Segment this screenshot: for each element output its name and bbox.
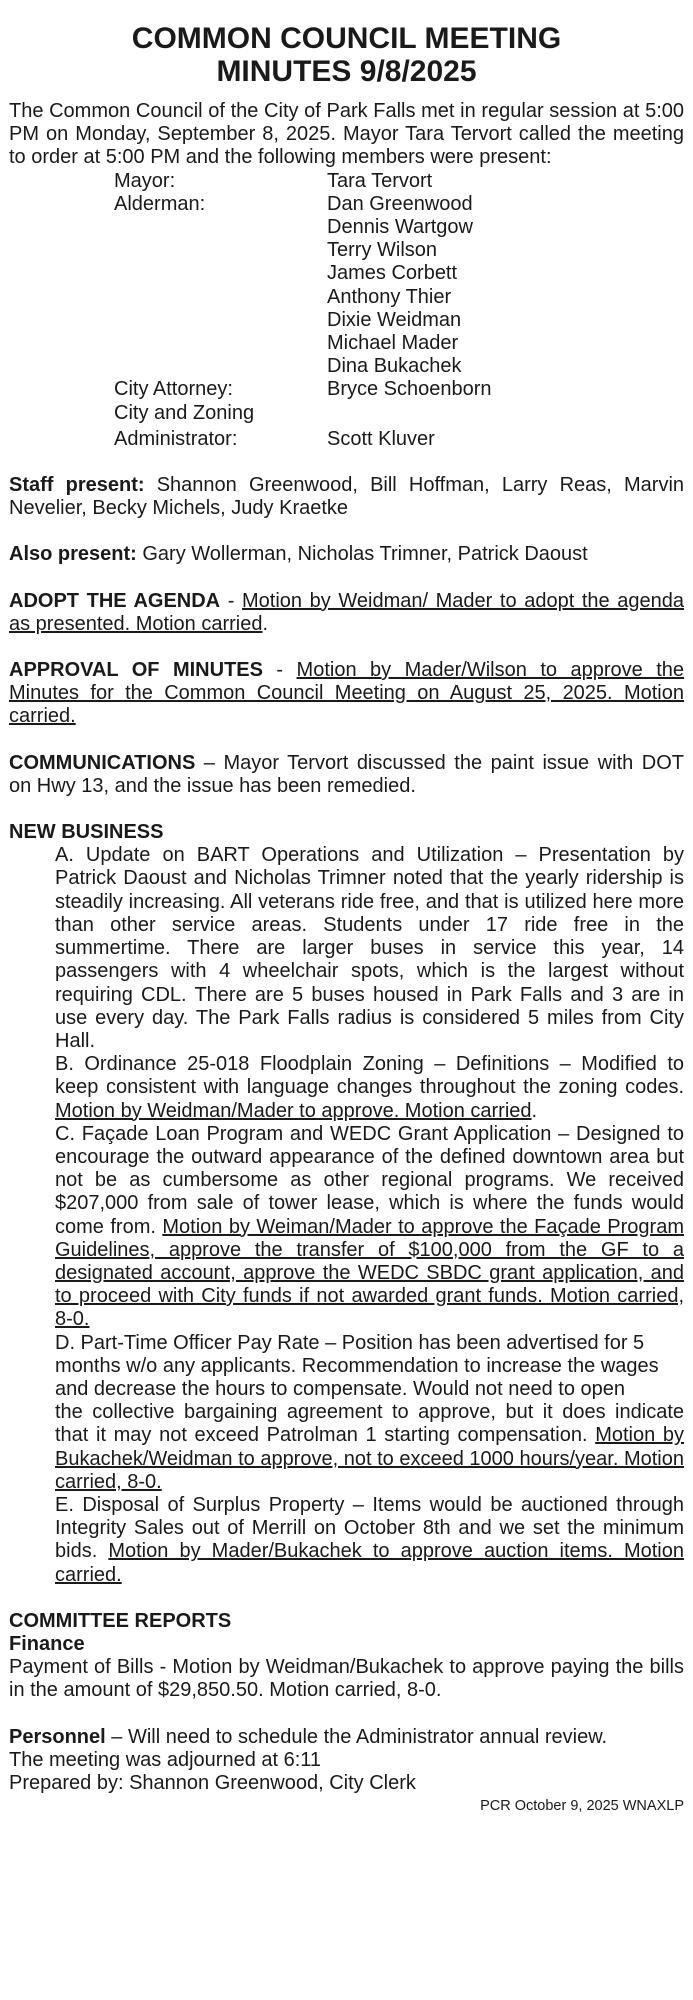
adopt-agenda-motion: Motion by Weidman/ Mader to adopt the agenda as presented. Motion carried: [9, 589, 684, 635]
new-business-item-a: A. Update on BART Operations and Utilization – Presentation by Patrick Daoust and Nicholas Trimner noted that the yearly ridership is steadily increasing. All veterans ride free, and that is utilized here more than other service areas. Students under 17 ride free in the summertime. There are larger buses in service this year, 14 passengers with 4 wheelchair spots, which is the largest without requiring CDL. There are 5 buses housed in Park Falls and 3 are in use every day. The Park Falls radius is considered 5 miles from City Hall.: [55, 844, 684, 1052]
roster-row: [9, 216, 684, 239]
adopt-agenda-section: [9, 590, 684, 636]
spacer: [9, 1703, 684, 1726]
item-motion: Motion by Weidman/Mader to approve. Motion carried: [55, 1099, 532, 1122]
spacer: [9, 729, 684, 752]
roster-name: Dina Bukachek: [327, 355, 462, 378]
also-present-label: Also present:: [9, 543, 137, 566]
staff-present: [9, 474, 684, 520]
roster-role: Administrator:: [114, 427, 238, 450]
roster-row: [9, 355, 684, 378]
period: .: [262, 612, 269, 635]
period: .: [531, 1099, 538, 1122]
roster-role: Alderman:: [114, 192, 206, 215]
spacer: [9, 567, 684, 590]
roster-name: Terry Wilson: [327, 239, 438, 262]
page-title: [9, 22, 684, 88]
roster-name: Michael Mader: [327, 332, 459, 355]
spacer: [9, 451, 684, 474]
roster-role: [9, 355, 327, 378]
committee-reports-heading: COMMITTEE REPORTS: [9, 1609, 232, 1632]
spacer: [9, 636, 684, 659]
roster-name: [327, 402, 684, 425]
committee-reports-section: [9, 1610, 684, 1749]
roster-name: Dan Greenwood: [327, 192, 473, 215]
item-motion: Motion by Bukachek/Weidman to approve, not to exceed 1000 hours/year. Motion carried, 8-0.: [55, 1424, 685, 1493]
personnel-report: [9, 1726, 684, 1749]
roster-role: [9, 262, 327, 285]
new-business-section: [9, 821, 684, 1587]
roster-role: City and Zoning: [114, 401, 255, 424]
spacer: [9, 520, 684, 543]
approval-minutes-motion: Motion by Mader/Wilson to approve the Minutes for the Common Council Meeting on August 25, 2025. Motion carried.: [9, 659, 684, 728]
new-business-item-e: [55, 1494, 684, 1587]
communications-section: [9, 752, 684, 798]
roster-row: [9, 428, 684, 451]
attendance-roster: [9, 170, 684, 451]
roster-role: [9, 286, 327, 309]
also-present: [9, 543, 684, 566]
spacer: [9, 798, 684, 821]
roster-row: [9, 170, 684, 193]
roster-row: [9, 402, 684, 425]
new-business-heading: NEW BUSINESS: [9, 821, 164, 844]
roster-name: Tara Tervort: [327, 169, 433, 192]
new-business-item-d-part1: D. Part-Time Officer Pay Rate – Position has been advertised for 5 months w/o any applicants. Recommendation to increase the wages and decrease the hours to compensate. Would not need to open: [55, 1331, 659, 1400]
roster-role: [9, 309, 327, 332]
roster-role: [9, 332, 327, 355]
separator: -: [262, 659, 297, 682]
approval-minutes-section: [9, 659, 684, 729]
adjournment: The meeting was adjourned at 6:11: [9, 1748, 322, 1771]
intro-paragraph: The Common Council of the City of Park Falls met in regular session at 5:00 PM on Monday, September 8, 2025. Mayor Tara Tervort called the meeting to order at 5:00 PM and the following members were present:: [9, 100, 684, 169]
roster-row: [9, 262, 684, 285]
new-business-item-d-part2: [55, 1401, 684, 1494]
publication-footer: PCR October 9, 2025 WNAXLP: [480, 1798, 684, 1815]
roster-role: [9, 239, 327, 262]
title-line-2: MINUTES 9/8/2025: [216, 55, 477, 88]
new-business-item-b: [55, 1053, 684, 1123]
item-motion: Motion by Weiman/Mader to approve the Façade Program Guidelines, approve the transfer of $100,000 from the GF to a designated account, approve the WEDC SBDC grant application, and to proceed with City funds if not awarded grant funds. Motion carried, 8-0.: [55, 1215, 684, 1331]
adopt-agenda-label: ADOPT THE AGENDA: [9, 589, 221, 612]
roster-name: Anthony Thier: [327, 285, 452, 308]
roster-row: [9, 193, 684, 216]
item-text: the collective bargaining agreement to approve, but it does indicate that it may not exceed Patrolman 1 starting compensation.: [55, 1401, 684, 1447]
separator: -: [220, 589, 243, 612]
roster-name: Scott Kluver: [327, 427, 435, 450]
roster-role: Mayor:: [114, 169, 176, 192]
new-business-item-c: [55, 1123, 684, 1332]
roster-row: [9, 309, 684, 332]
title-line-1: COMMON COUNCIL MEETING: [131, 22, 562, 55]
communications-label: COMMUNICATIONS: [9, 751, 196, 774]
roster-row: [9, 378, 684, 401]
finance-heading: Finance: [9, 1632, 85, 1655]
item-text: C. Façade Loan Program and WEDC Grant Application – Designed to encourage the outward appearance of the defined downtown area but not be as cumbersome as other regional programs. We received $207,000 from sale of tower lease, which is where the funds would come from.: [55, 1122, 684, 1238]
item-text: B. Ordinance 25-018 Floodplain Zoning – Definitions – Modified to keep consistent with language changes throughout the zoning codes.: [55, 1053, 684, 1099]
roster-name: Dennis Wartgow: [327, 216, 473, 239]
roster-row: [9, 239, 684, 262]
roster-name: James Corbett: [327, 262, 458, 285]
staff-present-text: Shannon Greenwood, Bill Hoffman, Larry Reas, Marvin Nevelier, Becky Michels, Judy Kraetke: [9, 474, 685, 520]
finance-text: Payment of Bills - Motion by Weidman/Bukachek to approve paying the bills in the amount of $29,850.50. Motion carried, 8-0.: [9, 1656, 684, 1702]
roster-role: City Attorney:: [114, 378, 233, 401]
communications-text: – Mayor Tervort discussed the paint issue with DOT on Hwy 13, and the issue has been remedied.: [9, 751, 684, 797]
roster-name: Bryce Schoenborn: [327, 378, 492, 401]
also-present-text: Gary Wollerman, Nicholas Trimner, Patrick Daoust: [136, 543, 588, 566]
roster-row: [9, 332, 684, 355]
roster-role: [9, 216, 327, 239]
personnel-text: – Will need to schedule the Administrator annual review.: [105, 1725, 608, 1748]
personnel-label: Personnel: [9, 1725, 106, 1748]
staff-present-label: Staff present:: [9, 474, 145, 497]
roster-name: Dixie Weidman: [327, 308, 462, 331]
item-text: E. Disposal of Surplus Property – Items would be auctioned through Integrity Sales out of Merrill on October 8th and we set the minimum bids.: [55, 1493, 684, 1563]
spacer: [9, 1587, 684, 1610]
roster-row: [9, 286, 684, 309]
approval-minutes-label: APPROVAL OF MINUTES: [9, 659, 263, 682]
new-business-list: [9, 844, 684, 1587]
item-motion: Motion by Mader/Bukachek to approve auction items. Motion carried.: [55, 1540, 684, 1586]
prepared-by: Prepared by: Shannon Greenwood, City Clerk: [9, 1772, 416, 1794]
